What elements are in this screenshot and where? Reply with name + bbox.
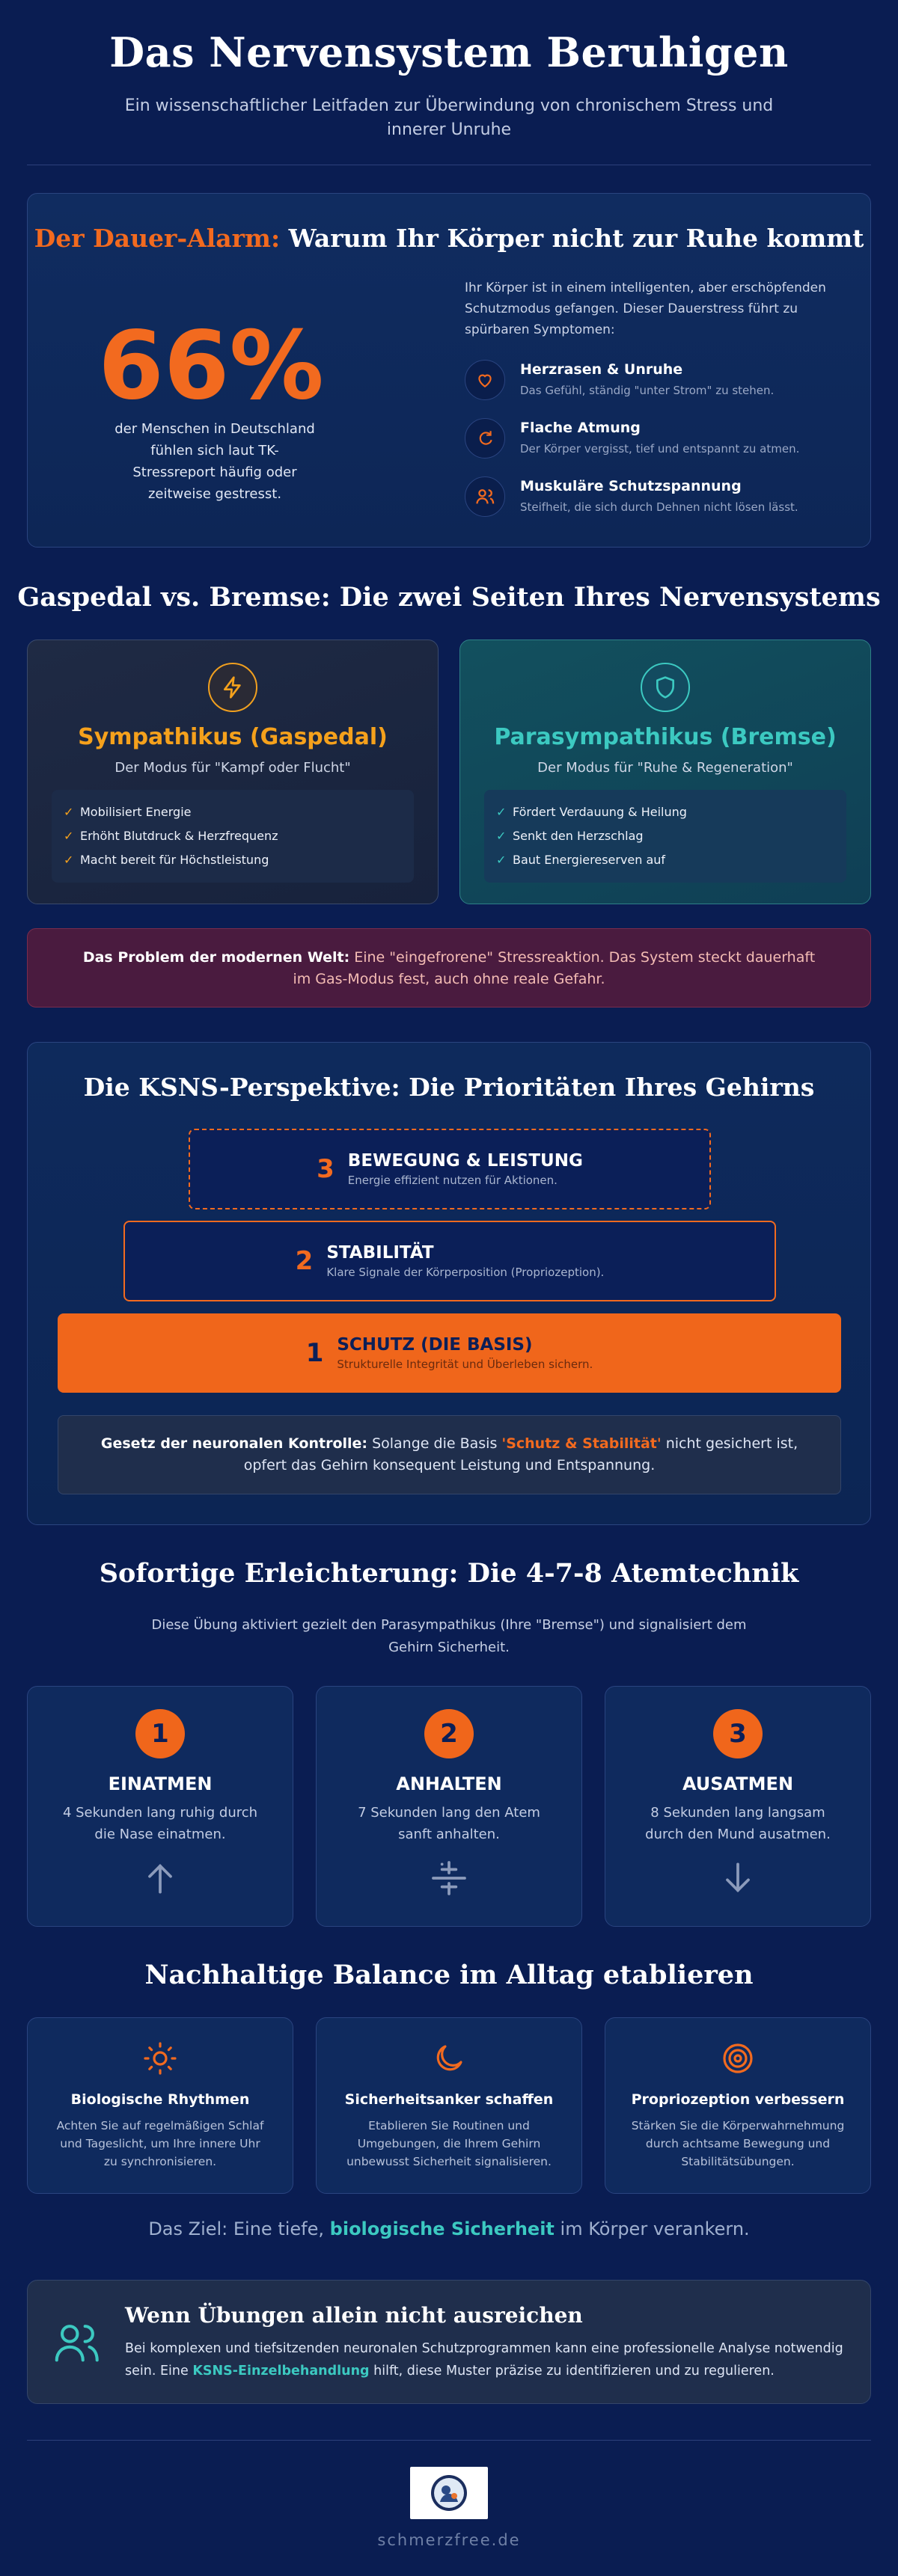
sympathetic-subtitle: Der Modus für "Kampf oder Flucht" (114, 760, 351, 776)
sun-icon (142, 2040, 178, 2076)
refresh-icon (465, 418, 505, 459)
list-item: ✓ Erhöht Blutdruck & Herzfrequenz (64, 829, 278, 843)
sympathetic-list (52, 790, 414, 883)
goal-statement (0, 2218, 898, 2239)
balance-card-desc: Stärken Sie die Körperwahrnehmung durch achtsame Bewegung und Stabilitätsübungen. (631, 2119, 845, 2168)
balance-title: Nachhaltige Balance im Alltag etablieren (144, 1960, 754, 1990)
symptom-title: Herzrasen & Unruhe (520, 361, 683, 378)
cta-text-post: hilft, diese Muster präzise zu identifizieren und zu regulieren. (373, 2364, 775, 2379)
arrow-down-icon (717, 1857, 759, 1899)
balance-card-desc: Etablieren Sie Routinen und Umgebungen, die Ihrem Gehirn unbewusst Sicherheit signalisieren. (346, 2119, 552, 2168)
arrow-up-icon (139, 1857, 181, 1899)
cta-link[interactable]: KSNS-Einzelbehandlung (192, 2364, 370, 2379)
balance-card (27, 2017, 293, 2194)
alarm-section (27, 193, 871, 548)
priority-tier-3 (189, 1129, 711, 1209)
step-number: 2 (424, 1709, 474, 1758)
step-number: 1 (135, 1709, 185, 1758)
priority-tier-1 (58, 1313, 841, 1393)
tier-number: 2 (295, 1246, 314, 1276)
list-item: ✓ Fördert Verdauung & Heilung (496, 805, 687, 819)
lightning-icon (208, 663, 257, 712)
symptom-desc: Das Gefühl, ständig "unter Strom" zu stehen. (520, 384, 775, 397)
tier-desc: Klare Signale der Körperposition (Propriozeption). (326, 1266, 605, 1279)
problem-text: Eine "eingefrorene" Stressreaktion. Das System steckt dauerhaft im Gas-Modus fest, auch ohne reale Gefahr. (293, 949, 816, 987)
step-title: AUSATMEN (682, 1773, 794, 1794)
tier-title: BEWEGUNG & LEISTUNG (347, 1151, 583, 1171)
parasympathetic-list (484, 790, 846, 883)
page-title: Das Nervensystem Beruhigen (109, 28, 789, 76)
footer-divider (27, 2440, 871, 2441)
users-icon (50, 2316, 103, 2369)
goal-pre: Das Ziel: Eine tiefe, (148, 2218, 325, 2239)
balance-card-title: Propriozeption verbessern (631, 2091, 845, 2108)
balance-card-desc: Achten Sie auf regelmäßigen Schlaf und Tageslicht, um Ihre innere Uhr zu synchronisieren. (56, 2119, 264, 2168)
step-title: EINATMEN (108, 1773, 213, 1794)
law-pre: Solange die Basis (372, 1435, 498, 1452)
list-item: ✓ Mobilisiert Energie (64, 805, 192, 819)
goal-post: im Körper verankern. (560, 2218, 750, 2239)
symptom-item (465, 418, 839, 463)
law-highlight: 'Schutz & Stabilität' (501, 1435, 662, 1452)
breathing-desc: Diese Übung aktiviert gezielt den Parasympathikus (Ihre "Bremse") und signalisiert dem Gehirn Sicherheit. (151, 1617, 747, 1655)
alarm-title (28, 224, 870, 253)
list-item: ✓ Baut Energiereserven auf (496, 853, 666, 867)
cta-text (125, 2337, 848, 2382)
step-title: ANHALTEN (396, 1773, 502, 1794)
systems-title: Gaspedal vs. Bremse: Die zwei Seiten Ihres Nervensystems (17, 582, 881, 613)
problem-banner (27, 928, 871, 1008)
ksns-title: Die KSNS-Perspektive: Die Prioritäten Ihres Gehirns (83, 1073, 815, 1102)
symptom-title: Flache Atmung (520, 420, 641, 436)
heart-icon (465, 360, 505, 400)
priority-tier-2 (123, 1221, 776, 1301)
breathing-step (605, 1686, 871, 1927)
breathing-title: Sofortige Erleichterung: Die 4-7-8 Atemtechnik (99, 1558, 799, 1589)
symptom-item (465, 476, 839, 521)
balance-card-title: Sicherheitsanker schaffen (344, 2091, 554, 2108)
parasympathetic-title: Parasympathikus (Bremse) (494, 724, 837, 750)
moon-icon (431, 2040, 467, 2076)
cta-title: Wenn Übungen allein nicht ausreichen (125, 2303, 583, 2328)
page-subtitle: Ein wissenschaftlicher Leitfaden zur Überwindung von chronischem Stress und innerer Unruhe (124, 96, 774, 139)
parasympathetic-subtitle: Der Modus für "Ruhe & Regeneration" (537, 760, 793, 776)
breathing-step (27, 1686, 293, 1927)
sympathetic-title: Sympathikus (Gaspedal) (78, 724, 388, 750)
tier-number: 3 (317, 1154, 335, 1184)
law-post: nicht gesichert ist, opfert das Gehirn konsequent Leistung und Entspannung. (243, 1435, 798, 1473)
ksns-section (27, 1042, 871, 1525)
alarm-title-accent: Der Dauer-Alarm: (34, 224, 281, 253)
tier-desc: Energie effizient nutzen für Aktionen. (347, 1174, 558, 1187)
site-url[interactable]: schmerzfree.de (377, 2531, 521, 2549)
logo-icon[interactable] (410, 2467, 488, 2519)
symptom-title: Muskuläre Schutzspannung (520, 478, 742, 494)
balance-card-title: Biologische Rhythmen (70, 2091, 250, 2108)
shield-icon (641, 663, 690, 712)
neural-control-law (58, 1415, 841, 1494)
target-icon (720, 2040, 756, 2076)
tier-title: SCHUTZ (DIE BASIS) (337, 1335, 533, 1355)
breathing-step (316, 1686, 582, 1927)
step-number: 3 (713, 1709, 763, 1758)
step-desc: 7 Sekunden lang den Atem sanft anhalten. (358, 1805, 540, 1842)
balance-card (605, 2017, 871, 2194)
goal-highlight: biologische Sicherheit (329, 2218, 555, 2239)
hold-icon (428, 1857, 470, 1899)
symptom-desc: Der Körper vergisst, tief und entspannt zu atmen. (520, 442, 800, 456)
header (0, 0, 898, 165)
stress-stat: 66% (98, 310, 324, 420)
tier-number: 1 (305, 1338, 324, 1368)
stress-stat-text: der Menschen in Deutschland fühlen sich laut TK-Stressreport häufig oder zeitweise gestresst. (114, 421, 315, 502)
alarm-title-rest: Warum Ihr Körper nicht zur Ruhe kommt (288, 224, 864, 253)
list-item: ✓ Senkt den Herzschlag (496, 829, 644, 843)
tier-title: STABILITÄT (326, 1243, 434, 1263)
symptom-item (465, 360, 839, 405)
treatment-cta (27, 2280, 871, 2404)
symptom-desc: Steifheit, die sich durch Dehnen nicht lösen lässt. (520, 500, 798, 514)
users-icon (465, 476, 505, 517)
tier-desc: Strukturelle Integrität und Überleben sichern. (337, 1358, 593, 1371)
alarm-intro: Ihr Körper ist in einem intelligenten, aber erschöpfenden Schutzmodus gefangen. Dieser Dauerstress führt zu spürbaren Symptomen: (465, 280, 826, 337)
step-desc: 4 Sekunden lang ruhig durch die Nase einatmen. (62, 1805, 258, 1842)
step-desc: 8 Sekunden lang langsam durch den Mund ausatmen. (645, 1805, 831, 1842)
law-bold: Gesetz der neuronalen Kontrolle: (100, 1435, 368, 1452)
list-item: ✓ Macht bereit für Höchstleistung (64, 853, 269, 867)
problem-bold: Das Problem der modernen Welt: (82, 949, 350, 966)
cta-text-pre: Bei komplexen und tiefsitzenden neuronalen Schutzprogrammen kann eine professionelle Analyse notwendig sein. Eine (125, 2341, 843, 2379)
balance-card (316, 2017, 582, 2194)
sympathetic-card (27, 640, 439, 904)
parasympathetic-card (459, 640, 871, 904)
